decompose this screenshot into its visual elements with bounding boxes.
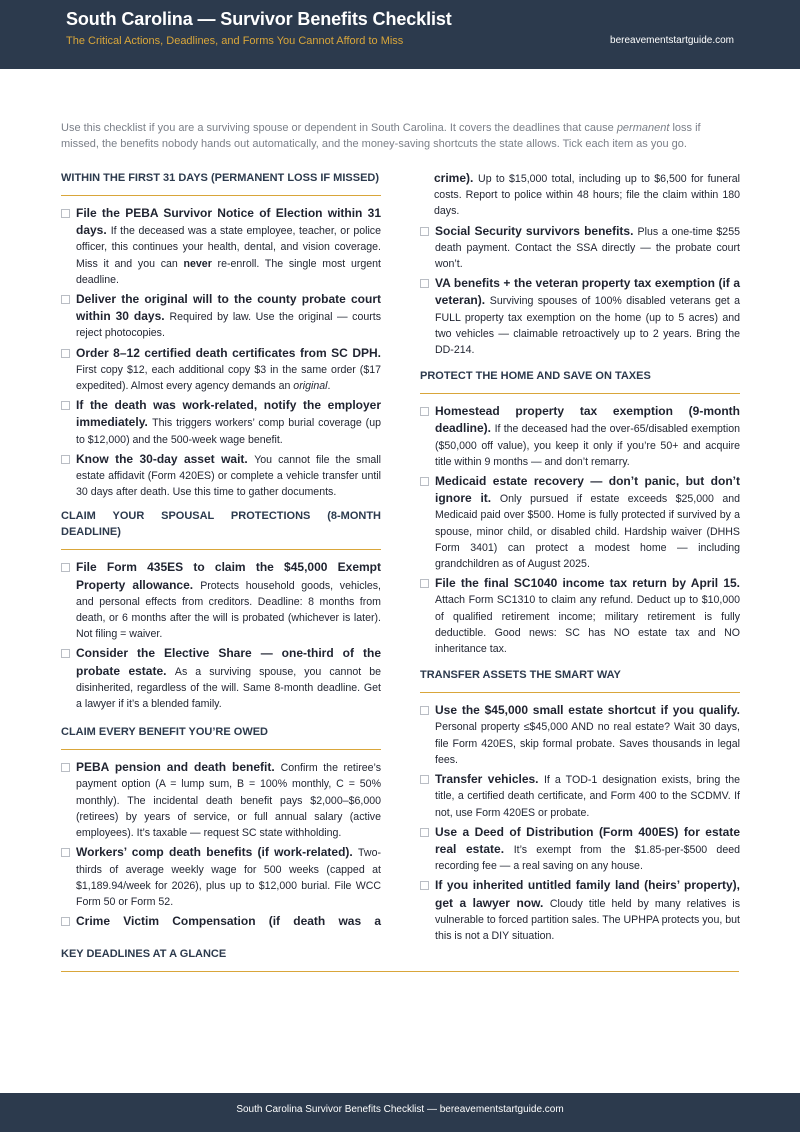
checkbox[interactable]: [420, 477, 429, 486]
left-column: [61, 170, 381, 933]
item-body: Two-thirds of average weekly wage for 500 weeks (capped at $1,189.94/week for 2026), plus up to $12,000 burial. File WCC Form 50 or Form 52.: [76, 847, 381, 908]
document-subtitle: The Critical Actions, Deadlines, and Forms You Cannot Afford to Miss: [66, 35, 404, 47]
item-heading: Crime Victim Compensation (if death was a: [76, 914, 381, 929]
item-heading: crime).: [434, 171, 479, 185]
checklist-item: [420, 473, 740, 572]
section-title-spousal: CLAIM YOUR SPOUSAL PROTECTIONS (8-MONTH DEADLINE): [61, 510, 381, 539]
item-body: If the deceased was a state employee, teacher, or police officer, this continues your health, dental, and vision coverage. Miss it and you can never re-enroll. The single most urgent deadline.: [76, 225, 381, 286]
checklist-item: [61, 559, 381, 642]
item-body: This triggers workers’ comp burial coverage (up to $12,000) and the 500-week wage benefit.: [76, 417, 381, 446]
section-divider: [61, 195, 381, 196]
checkbox[interactable]: [420, 407, 429, 416]
footer-text: South Carolina Survivor Benefits Checklist — bereavementstartguide.com: [236, 1104, 564, 1115]
section-divider: [420, 692, 740, 693]
item-heading: Medicaid estate recovery — don’t panic, but don’t ignore it.: [435, 474, 740, 506]
page-header: [0, 0, 800, 69]
item-body: Only pursued if estate exceeds $25,000 and Medicaid paid over $500. Home is fully protected if survived by a spouse, minor child, or disabled child. Hardship waiver (DHHS Form 3401) can protect a modest home — including grandchildren as of August 2025.: [435, 493, 740, 571]
checklist-item: [420, 223, 740, 273]
checkbox[interactable]: [420, 706, 429, 715]
section-title-transfer: TRANSFER ASSETS THE SMART WAY: [420, 669, 621, 682]
checkbox[interactable]: [420, 775, 429, 784]
intro-text: Use this checklist if you are a surviving spouse or dependent in South Carolina. It covers the deadlines that cause: [61, 122, 617, 134]
item-heading: Consider the Elective Share — one-third of the probate estate.: [76, 646, 381, 678]
item-heading: PEBA pension and death benefit.: [76, 760, 281, 775]
checklist-item: [61, 759, 381, 841]
right-column: [420, 170, 740, 947]
item-body: If a TOD-1 designation exists, bring the title, a certified death certificate, and Form 400 to the SCDMV. If not, use Form 420ES or probate.: [435, 774, 740, 819]
item-body: Required by law. Use the original — courts reject photocopies.: [76, 311, 381, 340]
checkbox[interactable]: [61, 763, 70, 772]
item-heading: Use a Deed of Distribution (Form 400ES) for estate real estate.: [435, 824, 740, 856]
item-heading: Know the 30-day asset wait.: [76, 451, 255, 466]
item-body: It’s exempt from the $1.85-per-$500 deed recording fee — a real saving on any house.: [435, 843, 740, 873]
item-body: Confirm the retiree’s payment option (A = lump sum, B = 100% monthly, C = 50% monthly). The incidental death benefit pays $2,000–$6,000 (retirees) by years of service, or full annual salary (active employees). It’s taxable — request SC state withholding.: [76, 762, 382, 840]
checkbox[interactable]: [420, 881, 429, 890]
checkbox[interactable]: [61, 455, 70, 464]
checklist-item: [61, 397, 381, 448]
intro-paragraph: [61, 120, 741, 152]
checkbox[interactable]: [61, 848, 70, 857]
checklist-item: [61, 291, 381, 342]
item-heading: File the final SC1040 income tax return by April 15.: [435, 576, 740, 591]
checkbox[interactable]: [61, 209, 70, 218]
item-body: If the deceased had the over-65/disabled exemption ($50,000 off value), you keep it only if you’re 50+ and acquire title within 9 months — and don’t remarry.: [435, 423, 740, 468]
section-title-home: PROTECT THE HOME AND SAVE ON TAXES: [420, 370, 651, 383]
item-body: Protects household goods, vehicles, and personal effects from creditors. Deadline: 8 months from death, or 6 months after the will is probated (whichever is later). Not filing = waiver.: [76, 579, 381, 641]
item-body: Personal property ≤$45,000 AND no real estate? Wait 30 days, file Form 420ES, skip formal probate. Saves thousands in legal fees.: [435, 721, 740, 766]
checkbox[interactable]: [61, 649, 70, 658]
item-heading: Deliver the original will to the county probate court within 30 days.: [76, 292, 381, 324]
checkbox[interactable]: [420, 579, 429, 588]
item-body: Plus a one-time $255 death payment. Contact the SSA directly — the probate court won’t.: [435, 225, 740, 271]
section-divider: [61, 971, 739, 972]
checklist-item: [61, 913, 381, 930]
checkbox[interactable]: [61, 563, 70, 572]
section-divider: [420, 393, 740, 394]
item-heading: Order 8–12 certified death certificates from SC DPH.: [76, 345, 381, 360]
checklist-item: [420, 275, 740, 358]
item-body: As a surviving spouse, you cannot be disinherited, regardless of the will. Same 8-month deadline. Get a lawyer if it’s a blended family.: [76, 665, 381, 711]
checklist-item: [61, 645, 381, 712]
item-heading: If the death was work-related, notify the employer immediately.: [76, 398, 381, 430]
checklist-item: [61, 205, 381, 288]
item-heading: Use the $45,000 small estate shortcut if you qualify.: [435, 703, 740, 718]
checkbox[interactable]: [420, 279, 429, 288]
item-heading: File the PEBA Survivor Notice of Election within 31 days.: [76, 206, 381, 238]
checkbox[interactable]: [420, 227, 429, 236]
item-body: Cloudy title held by many relatives is vulnerable to forced partition sales. The UPHPA protects you, but this is not a DIY situation.: [435, 897, 740, 942]
checklist-item-continued: [420, 170, 740, 220]
checklist-item: [420, 877, 740, 944]
item-body: Surviving spouses of 100% disabled veterans get a FULL property tax exemption on the home (up to 5 acres) and two vehicles — claimable retroactively up to 2 years. Bring the DD-214.: [435, 295, 740, 357]
checkbox[interactable]: [61, 349, 70, 358]
item-heading: File Form 435ES to claim the $45,000 Exempt Property allowance.: [76, 560, 381, 592]
item-heading: VA benefits + the veteran property tax exemption (if a veteran).: [435, 276, 740, 308]
intro-text-end: loss if missed, the benefits nobody hands out automatically, and the money-saving shortcuts the state allows. Tick each item as you go.: [61, 122, 701, 150]
document-title: South Carolina — Survivor Benefits Checklist: [66, 9, 452, 29]
checklist-item: [420, 771, 740, 821]
item-heading: If you inherited untitled family land (heirs’ property), get a lawyer now.: [435, 878, 740, 910]
item-heading: Transfer vehicles.: [435, 772, 544, 787]
item-heading: Social Security survivors benefits.: [435, 223, 638, 238]
key-deadlines-section: [61, 946, 739, 981]
checklist-item: [61, 451, 381, 501]
checklist-item: [420, 575, 740, 657]
section-title-deadlines: KEY DEADLINES AT A GLANCE: [61, 948, 227, 960]
item-body: First copy $12, each additional copy $3 in the same order ($17 expedited). Almost every agency demands an original.: [76, 363, 381, 393]
checklist-item: [420, 824, 740, 875]
section-title-first-31-days: WITHIN THE FIRST 31 DAYS (PERMANENT LOSS IF MISSED): [61, 172, 380, 184]
item-heading: Workers’ comp death benefits (if work-related).: [76, 845, 359, 860]
page-footer: [0, 1093, 800, 1132]
checklist-item: [61, 844, 381, 910]
site-url: bereavementstartguide.com: [610, 35, 734, 46]
item-body: Up to $15,000 total, including up to $6,500 for funeral costs. Report to police within 48 hours; file the claim within 180 days.: [434, 173, 740, 218]
checkbox[interactable]: [61, 295, 70, 304]
section-divider: [61, 749, 381, 750]
checklist-item: [420, 403, 740, 470]
checkbox[interactable]: [61, 917, 70, 926]
checklist-item: [420, 702, 740, 768]
section-title-benefits: CLAIM EVERY BENEFIT YOU’RE OWED: [61, 726, 268, 739]
item-heading: Homestead property tax exemption (9-month deadline).: [435, 404, 740, 436]
item-body: You cannot file the small estate affidavit (Form 420ES) or complete a vehicle transfer until 30 days after death. Use this time to gather documents.: [76, 453, 382, 499]
intro-emphasis: permanent: [616, 122, 670, 134]
checklist-item: [61, 345, 381, 395]
item-body: Attach Form SC1310 to claim any refund. Deduct up to $10,000 of qualified retirement income; military retirement is fully deductible. Good news: SC has NO estate tax and NO inheritance tax.: [435, 594, 740, 656]
section-divider: [61, 549, 381, 550]
checkbox[interactable]: [61, 401, 70, 410]
checkbox[interactable]: [420, 828, 429, 837]
